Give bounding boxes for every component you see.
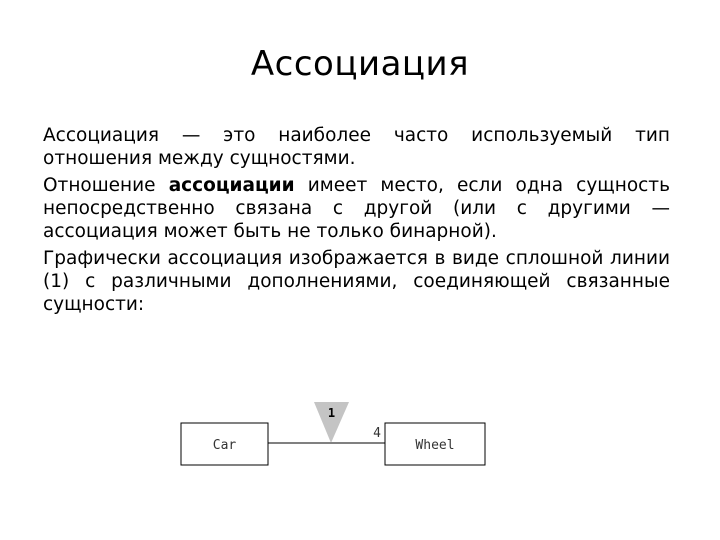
class-label-wheel: Wheel bbox=[415, 438, 455, 453]
paragraph-definition: Ассоциация — это наиболее часто используемый тип отношения между сущностями. bbox=[43, 125, 670, 169]
body-text bbox=[43, 124, 670, 320]
bold-term-association: ассоциации bbox=[168, 175, 295, 196]
paragraph-graphics: Графически ассоциация изображается в виде сплошной линии (1) с различными дополнениями, соединяющей связанные сущности: bbox=[43, 248, 670, 315]
association-marker-label: 1 bbox=[327, 406, 336, 420]
paragraph-relation-start: Отношение bbox=[43, 175, 169, 196]
association-diagram-svg bbox=[0, 395, 720, 485]
slide-title: Ассоциация bbox=[250, 44, 470, 84]
paragraph-relation bbox=[43, 174, 670, 243]
multiplicity-label: 4 bbox=[373, 426, 381, 441]
paragraph-relation-end: имеет место, если одна сущность непосредственно связана с другой (или с другими — ассоциация может быть не только бинарной). bbox=[43, 175, 670, 242]
association-diagram bbox=[0, 395, 720, 485]
class-label-car: Car bbox=[212, 438, 237, 453]
